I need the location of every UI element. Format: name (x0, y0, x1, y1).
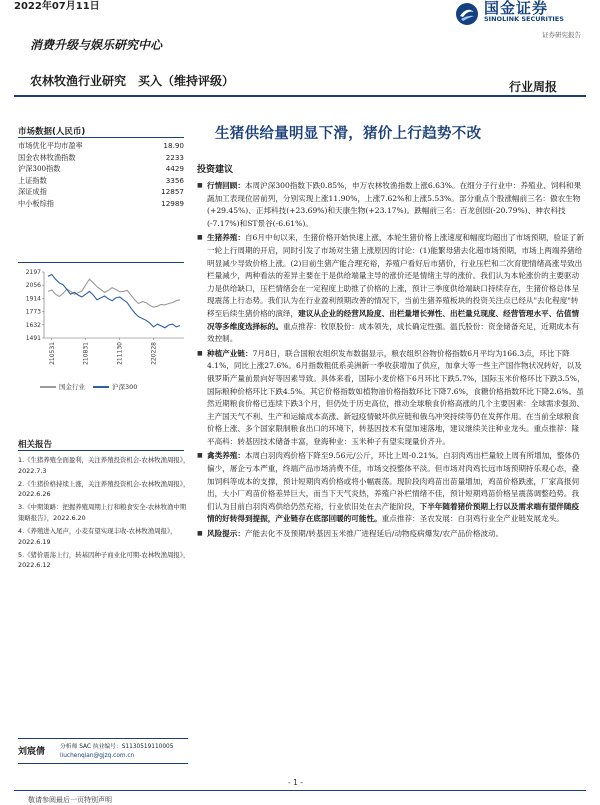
page-number: - 1 - (288, 778, 303, 787)
y-tick-label: 1491 (25, 335, 41, 342)
analyst-email[interactable]: liuchenqian@gjzq.com.cn (60, 753, 135, 759)
market-row: 国金农林牧渔指数 2233 (18, 152, 184, 162)
section-title: 投资建议 (197, 165, 234, 175)
header-divider (14, 95, 586, 97)
paragraph-market-review: ■ 行情回顾：本周沪深300指数下跌0.85%，申万农林牧渔指数上涨6.63%。在细分子行业中：养殖业、饲料和果蔬加工表现位居前列，分别实现上涨11.90%，上涨7.62%和上涨5.53%。部分重点个股涨幅前三名：傲农生物(+29.45%)、正邦科技(+23.69%)和天康生物(+23.17%)。跌幅前三名：百龙创园(-20.79%)、神农科技(-7.17%)和ST景谷(-6.61%)。 (197, 180, 585, 230)
x-tick-label: 211130 (116, 342, 124, 365)
report-body (197, 180, 585, 543)
x-tick-label: 210831 (82, 342, 90, 365)
market-data-table (18, 140, 184, 209)
footer-divider (14, 790, 586, 791)
y-tick-label: 2197 (25, 269, 41, 276)
paragraph-poultry: ■ 禽类养殖：本周白羽肉鸡价格下降至9.56元/公斤，环比上周-0.21%。白羽肉鸡出栏量较上周有所增加，整体仍偏少，屠企亏本严重，终端产品市场消费不佳，市场交投整体平淡。但市场对肉鸡长远市场预期持乐观心态，叠加饲料等成本的支撑，预计短期肉鸡价格或将小幅震荡。现阶段肉鸡苗出苗量增加，鸡苗价格跌涨，厂家高报伺出，大小厂鸡苗价格差异巨大，而当下天气炎热，养殖户补栏情绪不佳，预计短期鸡苗价格呈震荡调整趋势。我们认为目前白羽肉鸡供给仍然充裕，行业依旧处在去产能阶段，下半年随着猪价预期上行以及需求端有望伴随疫情的好转得到提振，产业链存在底部回暖的可能性。重点推荐：圣农发展：白羽鸡行业全产业链发展龙头。 (197, 450, 585, 526)
sinolink-logo-icon (455, 2, 479, 26)
market-data-title: 市场数据(人民币) (18, 127, 86, 137)
legend-item-industry: 国金行业 (40, 382, 85, 391)
chart-legend (40, 382, 137, 391)
paragraph-planting: ■ 种植产业链：7月8日，联合国粮农组织发布数据显示，粮农组织谷物价格指数6月平均为166.3点，环比下降4.1%，同比上涨27.6%。6月指数粗低系美洲新一季收获增加了供应，加拿大等一些主产国作物状况转好，以及俄罗斯产量前景向好等因素导致。具体来看，国际小麦价格下6月环比下跌5.7%，国际玉米价格环比下跌3.5%，国际粮种价格环比下跌4.5%。其它价格指数如植物油价格指数环比下降7.6%，食糖价格指数环比下降2.6%。虽然近期粮食价格已连续下跌3个月，但仍处于历史高位，推动全球粮食价格高涨的几个主要因素：全球需求强劲、主产国天气不利、生产和运输成本高涨、新冠疫情破坏供应链和俄乌冲突持续等仍在发挥作用。在当前全球粮食价格上涨、多个国家限制粮食出口的环境下，转基因技术有望加速落地，建议继续关注种业龙头。重点推荐：隆平高科：转基因技术储备丰富，登海种业：玉米种子有望实现量价齐升。 (197, 348, 585, 449)
market-row: 深证成指 12857 (18, 187, 184, 196)
y-tick-label: 1632 (25, 321, 41, 329)
y-tick-label: 1914 (25, 295, 41, 303)
y-tick-label: 1773 (25, 308, 41, 316)
analyst-divider (18, 738, 188, 739)
related-reports-list (18, 455, 190, 573)
related-report-link[interactable]: 1.《生猪养殖全面盈利，关注养殖投资机会-农林牧渔周报》，2022.7.3 (18, 456, 190, 475)
market-row: 沪深300指数 4429 (18, 164, 184, 173)
research-center: 消费升级与娱乐研究中心 (30, 38, 163, 52)
x-tick-label: 220228 (150, 342, 158, 365)
sidebar-divider (18, 137, 184, 138)
market-row: 中小板综指 12989 (18, 198, 184, 208)
y-tick-label: 2056 (25, 282, 41, 290)
analyst-license: 分析师 SAC 执业编号：S1130519110005 (60, 744, 174, 750)
analyst-divider (18, 763, 188, 764)
paragraph-hog: ■ 生猪养殖：自6月中旬以来，生猪价格开始快速上涨，本轮生猪价格上涨速度和幅度均超出了市场预期，验证了新一轮上行周期的开启，同时引发了市场对生猪上涨原因的讨论：(1)能繁母猪去化超市场预期，市场上两端养猪给明显减少导致价格上涨。(2)目前生猪产能合理充裕，养殖户看好后市猪价，行业压栏和二次育肥情绪高涨导致出栏量减少，两种看法的差异主要在于是供给端量主导的涨价还是情绪主导的涨价。我们认为本轮涨价的主要驱动力是供给缺口，压栏情绪会在一定程度上助推了价格的上涨，预计三季度供给端缺口持续存在，生猪价格总体呈现震荡上行态势。我们认为在行业盈利预期改善的情况下，当前生猪养殖板块的投资关注点已经从"去化程度"转移至后续生猪价格的演绎，建议从企业的经营风险度、出栏量增长弹性、出栏量兑现度、经营管理水平、估值情况等多维度选择标的。重点推荐：牧原股份：成本领先，成长确定性强。温氏股份：资金储备充足，近期成本有效控制。 (197, 232, 585, 345)
report-title: 农林牧渔行业研究 买入（维持评级） (30, 74, 235, 88)
performance-chart (14, 266, 190, 380)
related-report-link[interactable]: 2.《生猪价格持续上涨，关注养殖投资机会-农林牧渔周报》，2022.6.26 (18, 479, 190, 499)
related-report-link[interactable]: 3.《中期策略：把握养殖周期上行和粮食安全-农林牧渔中期策略报告》，2022.6.20 (18, 503, 187, 522)
related-report-link[interactable]: 4.《养殖进入尾声，小麦有望实现丰收-农林牧渔周报》，2022.6.19 (18, 527, 177, 546)
x-tick-label: 210531 (48, 342, 56, 365)
brand-subtitle: 证券研究报告 (542, 31, 581, 39)
footer-disclaimer: 敬请参阅最后一页特别声明 (28, 796, 112, 804)
related-divider (18, 450, 184, 451)
report-date: 2022年07月11日 (14, 1, 100, 12)
brand-name-en: SINOLINK SECURITIES (484, 15, 564, 23)
market-row: 上证指数 3356 (18, 175, 184, 185)
report-type: 行业周报 (509, 80, 558, 94)
brand-name: 国金证券 (484, 0, 549, 17)
legend-item-index: 沪深300 (93, 382, 137, 391)
series-line-industry (48, 279, 180, 307)
market-row: 市场优化平均市盈率 18.90 (18, 141, 184, 150)
analyst-info (60, 743, 173, 761)
report-headline: 生猪供给量明显下滑，猪价上行趋势不改 (215, 126, 482, 142)
related-report-link[interactable]: 5.《猪价震荡上行，转基因种子商业化可期-农林牧渔周报》，2022.6.12 (18, 550, 190, 570)
sidebar-divider (18, 262, 184, 263)
paragraph-risk: ■ 风险提示：产能去化不及预期/转基因玉米推广进程延后/动物疫病爆发/农产品价格波动。 (197, 528, 585, 541)
related-reports-title: 相关报告 (18, 440, 53, 450)
series-line-index (48, 275, 180, 328)
analyst-name: 刘宸倩 (18, 747, 46, 757)
